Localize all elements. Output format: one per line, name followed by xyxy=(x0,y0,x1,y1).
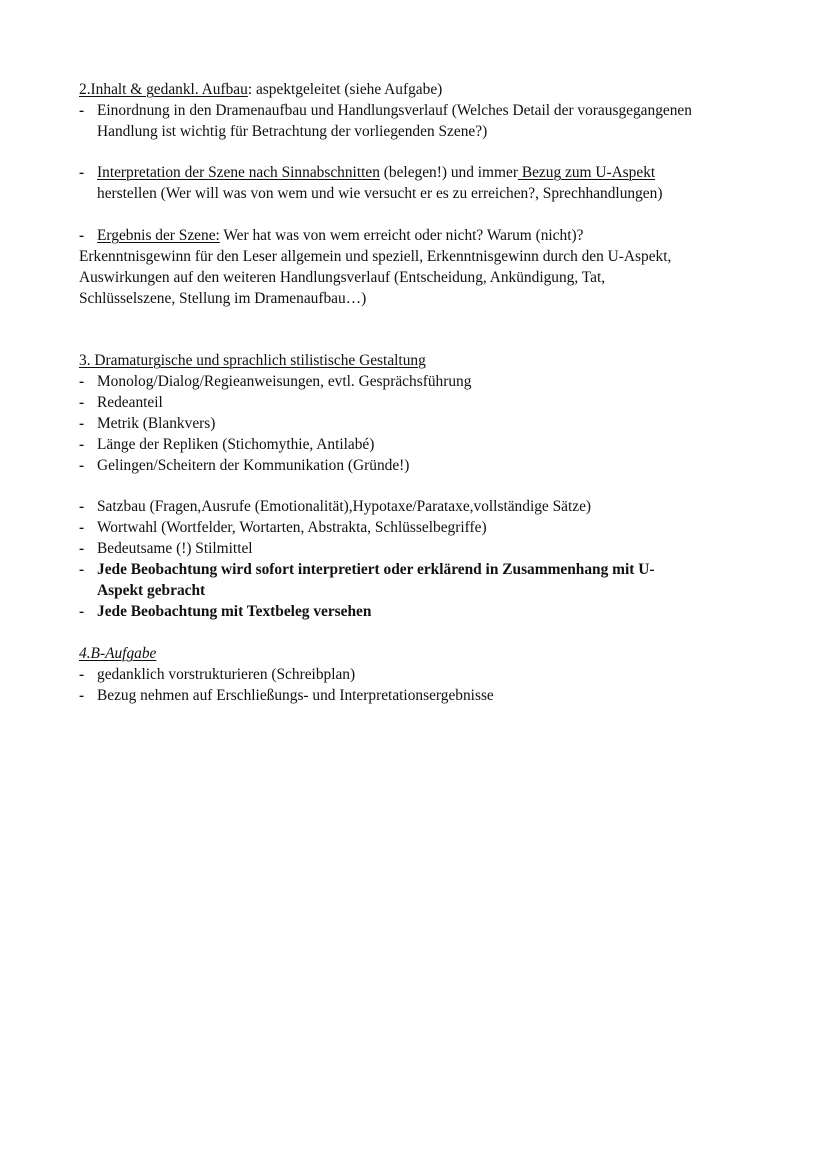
paragraph-line: Schlüsselszene, Stellung im Dramenaufbau…) xyxy=(79,290,367,307)
section-2-heading xyxy=(79,80,442,100)
bullet-dash: - xyxy=(79,603,85,620)
bullet-dash: - xyxy=(79,457,85,474)
list-item-text: Handlung ist wichtig für Betrachtung der vorliegenden Szene?) xyxy=(97,123,488,140)
list-item-text: herstellen (Wer will was von wem und wie versucht er es zu erreichen?, Sprechhandlungen) xyxy=(97,185,663,202)
paragraph-line: Auswirkungen auf den weiteren Handlungsverlauf (Entscheidung, Ankündigung, Tat, xyxy=(79,269,606,286)
bullet-dash: - xyxy=(79,394,85,411)
underlined-phrase: Interpretation der Szene nach Sinnabschnitten xyxy=(97,164,380,181)
list-item-text: Wortwahl (Wortfelder, Wortarten, Abstrakta, Schlüsselbegriffe) xyxy=(97,519,487,536)
list-item-text xyxy=(97,226,583,246)
bullet-dash: - xyxy=(79,373,85,390)
list-item-text: Jede Beobachtung wird sofort interpretiert oder erklärend in Zusammenhang mit U- xyxy=(97,561,655,578)
list-item-text: Jede Beobachtung mit Textbeleg versehen xyxy=(97,603,372,620)
bullet-dash: - xyxy=(79,519,85,536)
list-item-text: Monolog/Dialog/Regieanweisungen, evtl. Gesprächsführung xyxy=(97,373,472,390)
underlined-phrase: Ergebnis der Szene: xyxy=(97,227,220,244)
list-item-text xyxy=(97,163,655,183)
heading-number: 2. xyxy=(79,81,91,98)
list-item-text: Bedeutsame (!) Stilmittel xyxy=(97,540,253,557)
list-item-text: Satzbau (Fragen,Ausrufe (Emotionalität),Hypotaxe/Parataxe,vollständige Sätze) xyxy=(97,498,592,515)
bullet-dash: - xyxy=(79,102,85,119)
section-4-heading: 4.B-Aufgabe xyxy=(79,645,157,662)
underlined-phrase: Bezug zum U-Aspekt xyxy=(517,164,656,181)
list-item-text: Metrik (Blankvers) xyxy=(97,415,216,432)
bullet-dash: - xyxy=(79,415,85,432)
paragraph-line: Erkenntnisgewinn für den Leser allgemein und speziell, Erkenntnisgewinn durch den U-Aspekt, xyxy=(79,248,672,265)
list-item-text: Länge der Repliken (Stichomythie, Antilabé) xyxy=(97,436,375,453)
bullet-dash: - xyxy=(79,164,85,181)
list-item-text: Bezug nehmen auf Erschließungs- und Interpretationsergebnisse xyxy=(97,687,494,704)
list-item-text: Einordnung in den Dramenaufbau und Handlungsverlauf (Welches Detail der vorausgegangenen xyxy=(97,102,692,119)
bullet-dash: - xyxy=(79,498,85,515)
bullet-dash: - xyxy=(79,666,85,683)
list-item-text: Redeanteil xyxy=(97,394,163,411)
bullet-dash: - xyxy=(79,227,85,244)
section-3-heading: 3. Dramaturgische und sprachlich stilistische Gestaltung xyxy=(79,352,426,369)
bullet-dash: - xyxy=(79,540,85,557)
list-item-text: Gelingen/Scheitern der Kommunikation (Gründe!) xyxy=(97,457,410,474)
bullet-dash: - xyxy=(79,561,85,578)
list-item-text: gedanklich vorstrukturieren (Schreibplan) xyxy=(97,666,356,683)
heading-rest: : aspektgeleitet (siehe Aufgabe) xyxy=(247,81,443,98)
list-item-text: Aspekt gebracht xyxy=(97,582,206,599)
bullet-dash: - xyxy=(79,436,85,453)
plain-phrase: (belegen!) und immer xyxy=(379,164,518,181)
heading-underlined: Inhalt & gedankl. Aufbau xyxy=(90,81,248,98)
bullet-dash: - xyxy=(79,687,85,704)
plain-phrase: Wer hat was von wem erreicht oder nicht? Warum (nicht)? xyxy=(219,227,584,244)
